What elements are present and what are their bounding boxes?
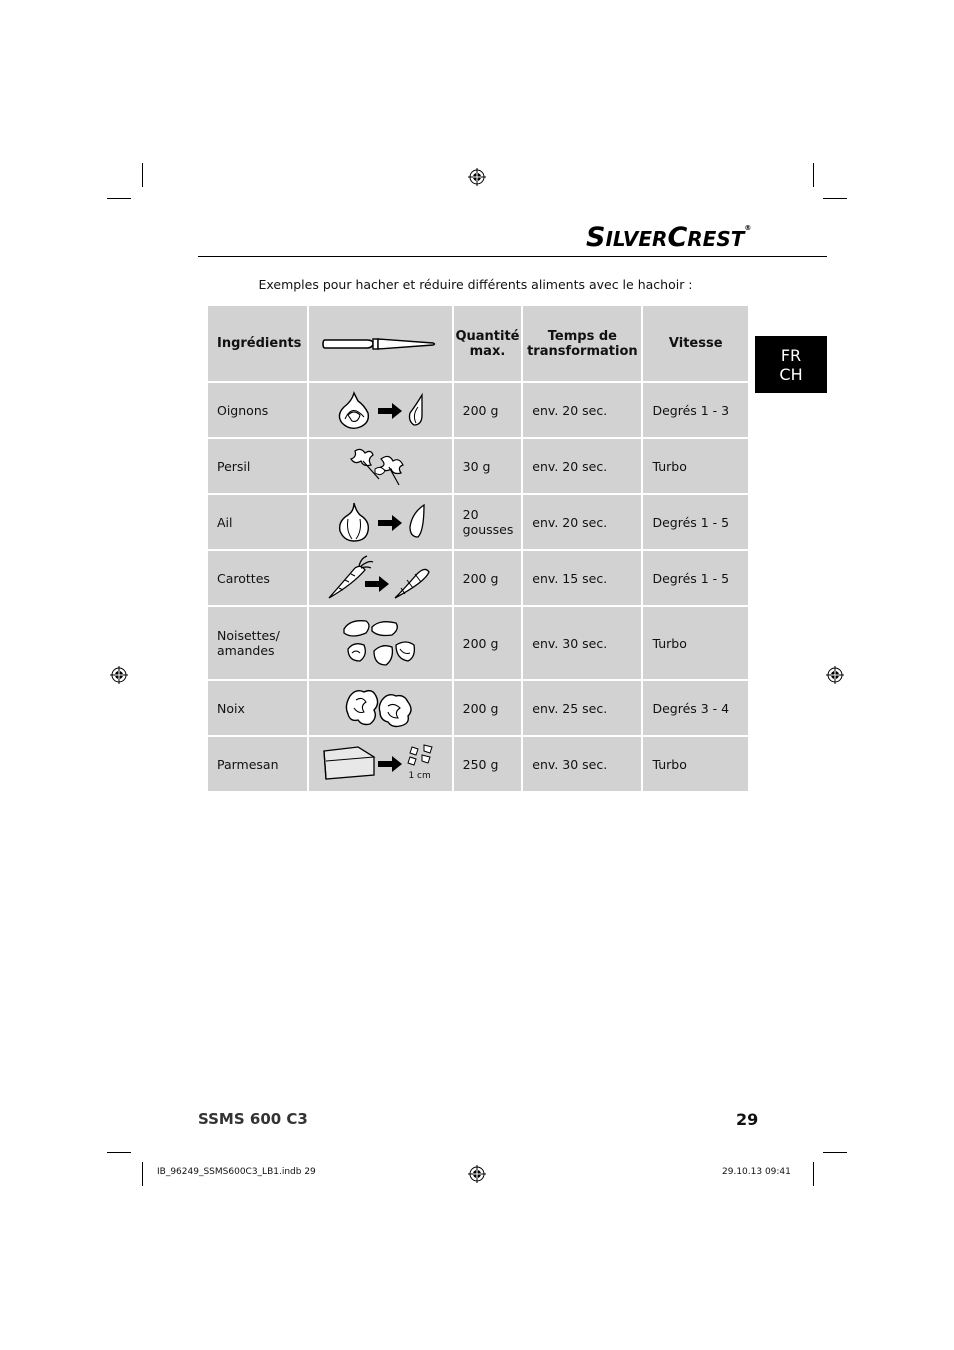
image-cell xyxy=(308,494,452,550)
language-code: CH xyxy=(779,364,803,384)
crop-mark xyxy=(813,1162,814,1186)
image-cell xyxy=(308,736,452,792)
time-cell: env. 20 sec. xyxy=(522,494,642,550)
knife-icon xyxy=(321,333,439,355)
header-rule xyxy=(198,256,827,257)
walnut-icon xyxy=(344,686,416,730)
crop-mark xyxy=(823,198,847,199)
registered-mark: ® xyxy=(744,224,752,232)
ingredient-cell: Parmesan xyxy=(207,736,308,792)
header-quantity xyxy=(453,305,523,382)
header-ingredients: Ingrédients xyxy=(207,305,308,382)
header-time xyxy=(522,305,642,382)
time-cell: env. 25 sec. xyxy=(522,680,642,736)
brand-logo xyxy=(586,222,756,252)
crop-mark xyxy=(107,1152,131,1153)
header-quantity-line: max. xyxy=(469,343,506,359)
header-time-line: transformation xyxy=(527,343,638,359)
image-cell xyxy=(308,680,452,736)
onion-icon xyxy=(330,387,430,433)
table-row xyxy=(207,606,749,680)
time-cell: env. 30 sec. xyxy=(522,736,642,792)
table-header-row xyxy=(207,305,749,382)
ingredients-table xyxy=(206,304,750,793)
logo-initial: S xyxy=(586,222,606,253)
speed-cell: Degrés 1 - 5 xyxy=(642,494,749,550)
speed-cell: Turbo xyxy=(642,438,749,494)
registration-mark-icon xyxy=(468,168,486,186)
header-knife xyxy=(308,305,452,382)
language-tab xyxy=(755,336,827,393)
logo-text: ILVER xyxy=(605,227,668,251)
time-cell: env. 20 sec. xyxy=(522,438,642,494)
garlic-icon xyxy=(330,499,430,545)
parsley-icon xyxy=(345,443,415,489)
image-cell xyxy=(308,606,452,680)
header-time-line: Temps de xyxy=(547,328,617,344)
crop-mark xyxy=(107,198,131,199)
model-number: SSMS 600 C3 xyxy=(198,1110,308,1128)
crop-mark xyxy=(823,1152,847,1153)
header-quantity-line: Quantité xyxy=(455,328,520,344)
time-cell: env. 30 sec. xyxy=(522,606,642,680)
speed-cell: Turbo xyxy=(642,736,749,792)
quantity-line: 20 xyxy=(462,507,479,522)
parmesan-size-caption: 1 cm xyxy=(408,771,431,781)
speed-cell: Degrés 1 - 3 xyxy=(642,382,749,438)
table-row xyxy=(207,494,749,550)
registration-mark-icon xyxy=(468,1165,486,1183)
logo-text: REST xyxy=(687,227,745,251)
image-cell xyxy=(308,550,452,606)
quantity-cell: 30 g xyxy=(453,438,523,494)
table-row xyxy=(207,550,749,606)
carrot-icon xyxy=(325,554,435,602)
table-row xyxy=(207,382,749,438)
intro-text: Exemples pour hacher et réduire différents aliments avec le hachoir : xyxy=(258,277,693,292)
table-row xyxy=(207,438,749,494)
ingredient-cell: Noix xyxy=(207,680,308,736)
quantity-cell: 250 g xyxy=(453,736,523,792)
print-slug-date: 29.10.13 09:41 xyxy=(722,1167,791,1177)
almonds-icon xyxy=(340,615,420,671)
crop-mark xyxy=(142,163,143,187)
logo-initial: C xyxy=(667,222,688,253)
ingredient-cell: Carottes xyxy=(207,550,308,606)
ingredient-line: amandes xyxy=(217,643,275,658)
crop-mark xyxy=(142,1162,143,1186)
quantity-cell: 200 g xyxy=(453,606,523,680)
quantity-cell: 200 g xyxy=(453,550,523,606)
table-row xyxy=(207,736,749,792)
ingredient-cell: Ail xyxy=(207,494,308,550)
header-speed: Vitesse xyxy=(642,305,749,382)
ingredient-line: Noisettes/ xyxy=(217,628,280,643)
print-slug-file: IB_96249_SSMS600C3_LB1.indb 29 xyxy=(157,1167,316,1177)
crop-mark xyxy=(813,163,814,187)
time-cell: env. 20 sec. xyxy=(522,382,642,438)
speed-cell: Turbo xyxy=(642,606,749,680)
page-number: 29 xyxy=(736,1110,759,1129)
quantity-cell: 200 g xyxy=(453,382,523,438)
time-cell: env. 15 sec. xyxy=(522,550,642,606)
table-row xyxy=(207,680,749,736)
quantity-cell xyxy=(453,494,523,550)
speed-cell: Degrés 1 - 5 xyxy=(642,550,749,606)
image-cell xyxy=(308,382,452,438)
quantity-cell: 200 g xyxy=(453,680,523,736)
language-code: FR xyxy=(780,345,802,365)
registration-mark-icon xyxy=(826,666,844,684)
quantity-line: gousses xyxy=(462,522,514,537)
ingredient-cell: Oignons xyxy=(207,382,308,438)
ingredient-cell xyxy=(207,606,308,680)
image-cell xyxy=(308,438,452,494)
speed-cell: Degrés 3 - 4 xyxy=(642,680,749,736)
ingredient-cell: Persil xyxy=(207,438,308,494)
registration-mark-icon xyxy=(110,666,128,684)
